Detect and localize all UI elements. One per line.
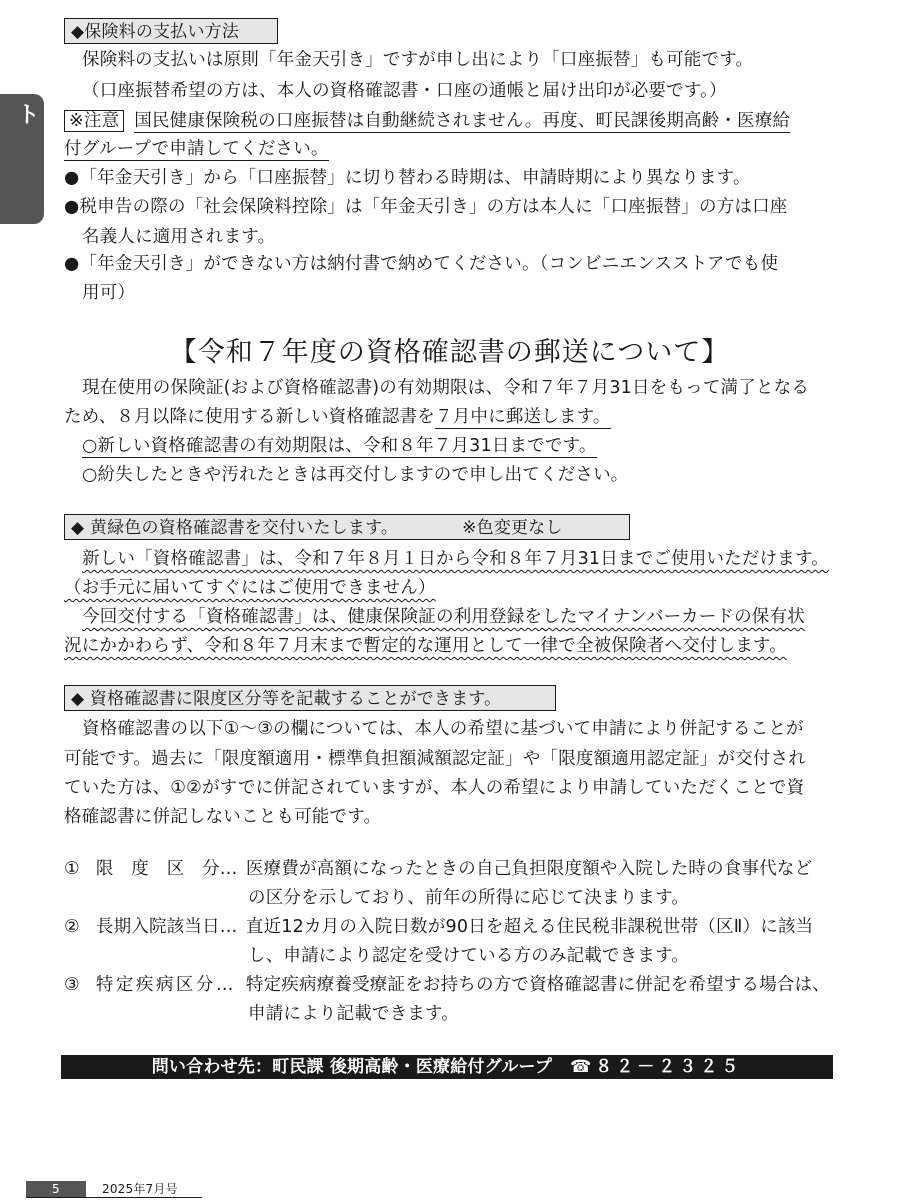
item-text: し、申請により認定を受けている方のみ記載できます。	[248, 946, 690, 966]
mailing-line	[64, 406, 611, 429]
payment-line: 保険料の支払いは原則「年金天引き」ですが申し出により「口座振替」も可能です。	[82, 50, 754, 70]
limit-item	[64, 858, 812, 881]
side-tab	[0, 94, 72, 224]
contact-label: 問い合わせ先：町民課 後期高齢・医療給付グループ	[151, 1057, 553, 1077]
page-number: 5	[26, 1181, 86, 1197]
mailing-text: ため、８月以降に使用する新しい資格確認書を	[64, 407, 435, 427]
payment-bullet: 名義人に適用されます。	[82, 227, 276, 247]
payment-bullet: ●税申告の際の「社会保険料控除」は「年金天引き」の方は本人に「口座振替」の方は口座	[64, 197, 788, 217]
limit-line: 可能です。過去に「限度額適用・標準負担額減額認定証」や「限度額適用認定証」が交付され	[64, 749, 806, 769]
mailing-line: ○紛失したときや汚れたときは再交付しますので申し出てください。	[82, 465, 629, 485]
item-num: ①	[64, 859, 80, 879]
yellow-heading-text: ◆ 黄緑色の資格確認書を交付いたします。	[71, 518, 399, 538]
side-tab-label: 情報ノート	[13, 102, 72, 206]
note-text: 付グループで申請してください。	[64, 139, 329, 159]
payment-line: （口座振替希望の方は、本人の資格確認書・口座の通帳と届け出印が必要です。）	[82, 81, 727, 101]
yellow-line: 今回交付する「資格確認書」は、健康保険証の利用登録をしたマイナンバーカードの保有状	[82, 607, 805, 627]
mailing-line: 現在使用の保険証(および資格確認書)の有効期限は、令和７年７月31日をもって満了となる	[82, 378, 810, 398]
payment-bullet: ●「年金天引き」から「口座振替」に切り替わる時期は、申請時期により異なります。	[64, 168, 751, 188]
payment-note-cont	[64, 138, 329, 161]
limit-heading: ◆ 資格確認書に限度区分等を記載することができます。	[64, 685, 556, 711]
item-num: ③	[64, 975, 80, 995]
yellow-heading-note: ※色変更なし	[462, 518, 563, 538]
limit-item	[64, 974, 830, 997]
validity-text: ○新しい資格確認書の有効期限は、令和８年７月31日までです。	[82, 436, 597, 456]
contact-tel: ☎８２－２３２５	[570, 1057, 743, 1077]
footer-rule	[26, 1197, 202, 1198]
payment-heading: ◆保険料の支払い方法	[64, 18, 278, 44]
limit-line: 格確認書に併記しないことも可能です。	[64, 807, 382, 827]
note-text: 国民健康保険税の口座振替は自動継続されません。再度、町民課後期高齢・医療給	[134, 111, 791, 131]
item-label: 限 度 区 分…	[95, 859, 238, 879]
mailing-line	[82, 435, 597, 458]
limit-line: 資格確認書の以下①～③の欄については、本人の希望に基づいて申請により併記することが	[82, 719, 804, 739]
yellow-line: 新しい「資格確認書」は、令和７年８月１日から令和８年７月31日までご使用いただけます。	[82, 549, 829, 569]
payment-note	[64, 110, 790, 133]
item-text: の区分を示しており、前年の所得に応じて決まります。	[248, 888, 690, 908]
item-text: 医療費が高額になったときの自己負担限度額や入院した時の食事代など	[245, 859, 813, 879]
yellow-line: 況にかかわらず、令和８年７月末まで暫定的な運用として一律で全被保険者へ交付します。	[64, 636, 787, 656]
item-label: 特定疾病区分…	[95, 975, 236, 995]
payment-bullet: 用可）	[82, 283, 136, 303]
note-label: ※注意	[64, 110, 124, 132]
limit-line: ていた方は、①②がすでに併記されていますが、本人の希望により申請していただくことで資	[64, 778, 805, 798]
item-text: 申請により記載できます。	[248, 1004, 459, 1024]
yellow-line: （お手元に届いてすぐにはご使用できません）	[64, 578, 436, 598]
section-title: 【令和７年度の資格確認書の郵送について】	[169, 337, 730, 368]
item-num: ②	[64, 917, 80, 937]
contact-bar	[61, 1055, 833, 1079]
item-text: 特定疾病療養受療証をお持ちの方で資格確認書に併記を希望する場合は、	[245, 975, 830, 995]
issue-date: 2025年7月号	[102, 1182, 178, 1196]
mailing-text-emph: ７月中に郵送します。	[435, 407, 611, 427]
limit-item	[64, 916, 813, 939]
yellow-heading	[64, 514, 630, 540]
payment-bullet: ●「年金天引き」ができない方は納付書で納めてください。（コンビニエンスストアでも使	[64, 254, 779, 274]
item-label: 長期入院該当日…	[95, 917, 238, 937]
item-text: 直近12カ月の入院日数が90日を超える住民税非課税世帯（区Ⅱ）に該当	[245, 917, 814, 937]
